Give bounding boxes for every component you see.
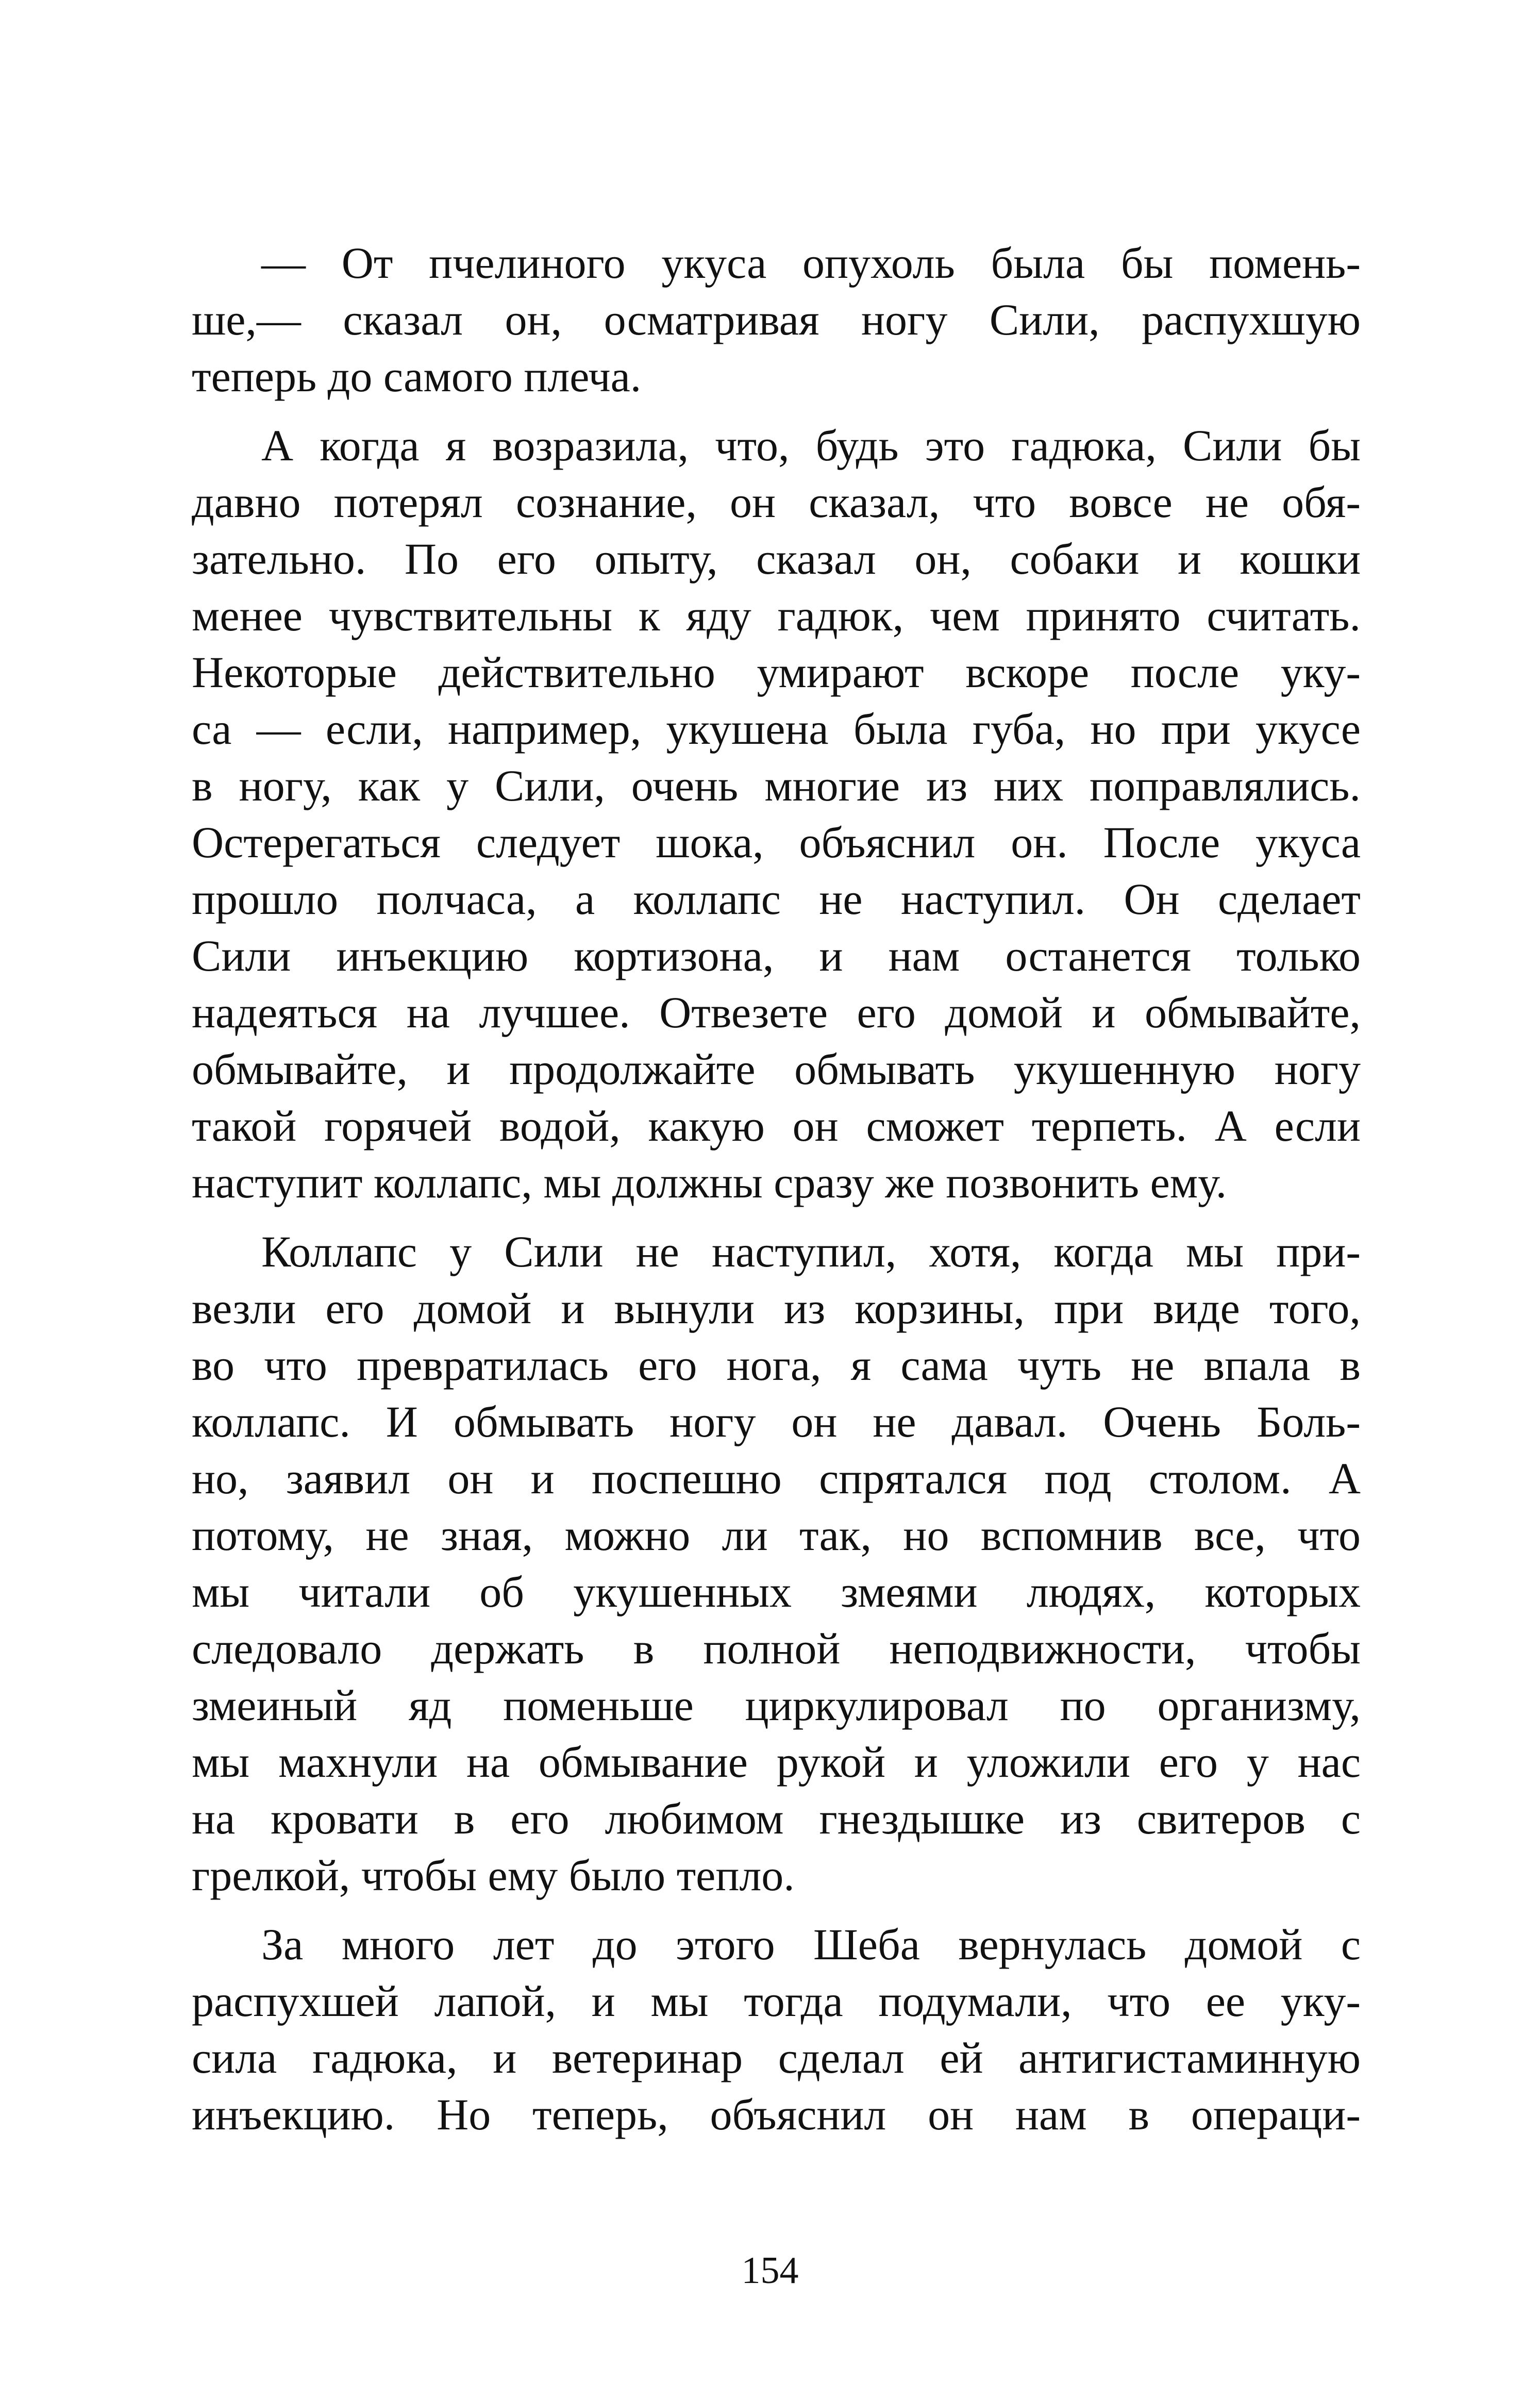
text-line: наступит коллапс, мы должны сразу же позвонить ему. [192,1158,1227,1207]
text-line: давно потерял сознание, он сказал, что вовсе не обя- [192,477,1361,527]
text-line: инъекцию. Но теперь, объяснил он нам в операци- [192,2090,1361,2139]
text-line: на кровати в его любимом гнездышке из свитеров с [192,1794,1361,1843]
text-line: следовало держать в полной неподвижности, чтобы [192,1624,1361,1673]
text-line: А когда я возразила, что, будь это гадюка, Сили бы [261,421,1361,470]
text-line: мы махнули на обмывание рукой и уложили его у нас [192,1737,1361,1787]
text-line: в ногу, как у Сили, очень многие из них поправлялись. [192,761,1361,810]
text-line: обмывайте, и продолжайте обмывать укушенную ногу [192,1044,1361,1094]
paragraph-gap [192,405,1361,417]
text-line: менее чувствительны к яду гадюк, чем принято считать. [192,591,1361,640]
text-line: но, заявил он и поспешно спрятался под столом. А [192,1454,1361,1503]
text-line: везли его домой и вынули из корзины, при виде того, [192,1284,1361,1333]
text-line: такой горячей водой, какую он сможет терпеть. А если [192,1101,1361,1151]
text-line: Коллапс у Сили не наступил, хотя, когда мы при- [261,1227,1361,1276]
text-line: сила гадюка, и ветеринар сделал ей антигистаминную [192,2033,1361,2082]
text-line: прошло полчаса, а коллапс не наступил. Он сделает [192,874,1361,924]
text-line: зательно. По его опыту, сказал он, собаки и кошки [192,534,1361,584]
text-line: распухшей лапой, и мы тогда подумали, что ее уку- [192,1976,1361,2026]
paragraph-gap [192,1904,1361,1916]
text-line: Остерегаться следует шока, объяснил он. После укуса [192,818,1361,867]
text-line: Некоторые действительно умирают вскоре после уку- [192,647,1361,697]
page-text [192,235,1361,2143]
text-line: ше,— сказал он, осматривая ногу Сили, распухшую [192,295,1361,344]
text-line: надеяться на лучшее. Отвезете его домой и обмывайте, [192,988,1361,1037]
text-line: грелкой, чтобы ему было тепло. [192,1851,795,1900]
text-line: Сили инъекцию кортизона, и нам останется только [192,931,1361,980]
text-line: мы читали об укушенных змеями людях, которых [192,1567,1361,1616]
page-number: 154 [741,2249,799,2292]
paragraph-gap [192,1211,1361,1223]
text-line: теперь до самого плеча. [192,352,642,401]
text-line: — От пчелиного укуса опухоль была бы помень- [261,238,1361,288]
text-line: во что превратилась его нога, я сама чуть не впала в [192,1340,1361,1390]
text-line: За много лет до этого Шеба вернулась домой с [261,1920,1361,1969]
text-line: змеиный яд поменьше циркулировал по организму, [192,1680,1361,1730]
text-line: коллапс. И обмывать ногу он не давал. Очень Боль- [192,1397,1361,1446]
text-line: потому, не зная, можно ли так, но вспомнив все, что [192,1510,1361,1560]
text-line: са — если, например, укушена была губа, но при укусе [192,704,1361,754]
